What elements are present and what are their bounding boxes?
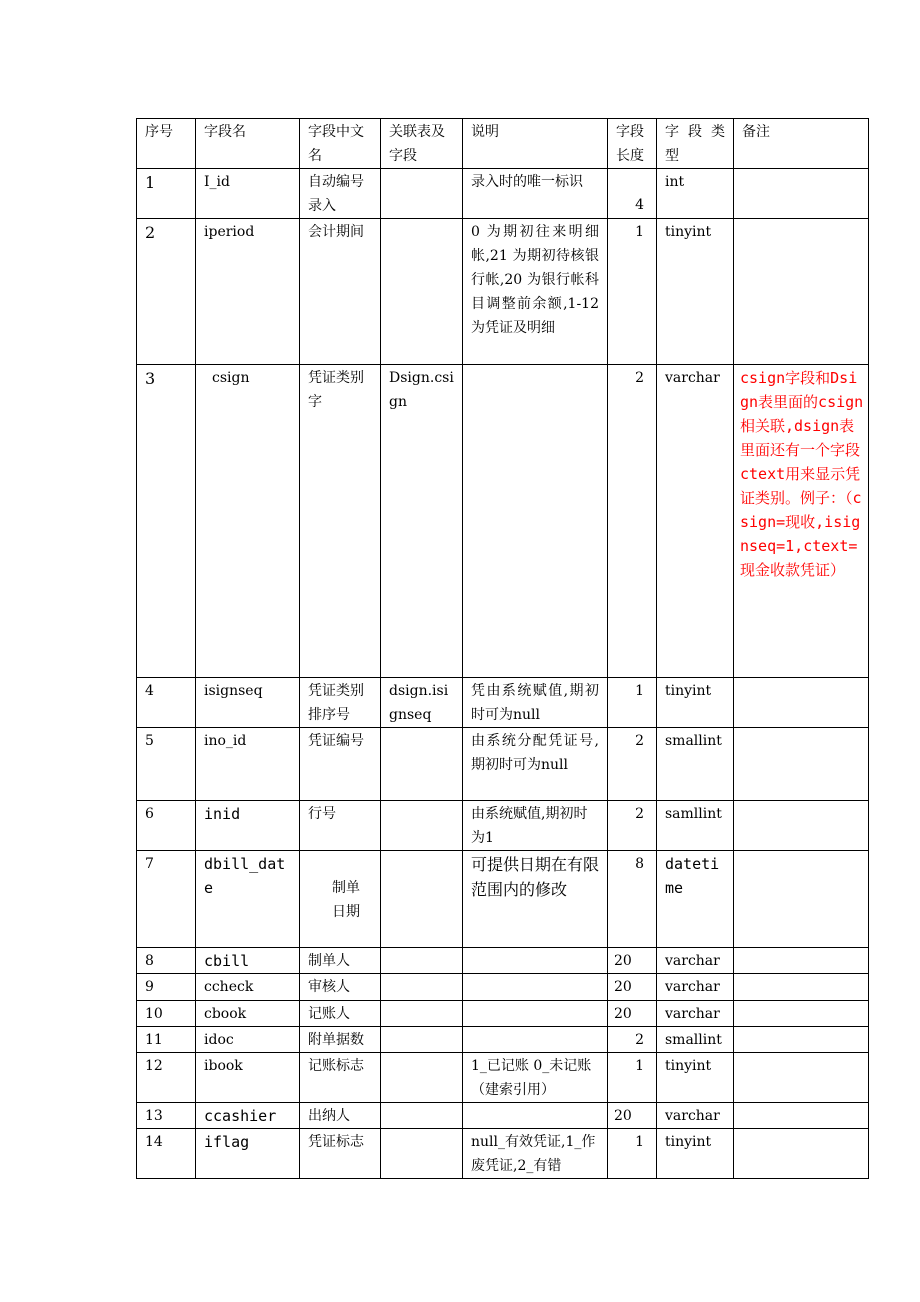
row-relation: Dsign.csign [381, 365, 463, 678]
row-cn [300, 851, 381, 948]
row-length: 4 [608, 169, 657, 219]
row-remark [734, 678, 869, 728]
row-desc: 由系统分配凭证号,期初时可为null [463, 728, 608, 801]
row-desc [463, 365, 608, 678]
header-field-name: 字段名 [196, 119, 300, 169]
row-remark [734, 1001, 869, 1027]
header-desc: 说明 [463, 119, 608, 169]
row-type: samllint [657, 801, 734, 851]
header-no: 序号 [137, 119, 196, 169]
row-relation [381, 728, 463, 801]
row-desc: 凭由系统赋值,期初时可为null [463, 678, 608, 728]
row-relation [381, 851, 463, 948]
row-type: varchar [657, 1103, 734, 1129]
row-name: cbill [196, 948, 300, 974]
row-desc [463, 948, 608, 974]
table-row [137, 974, 869, 1001]
row-cn: 会计期间 [300, 219, 381, 365]
row-type: int [657, 169, 734, 219]
row-length: 2 [608, 801, 657, 851]
row-type: varchar [657, 974, 734, 1001]
row-type: varchar [657, 1001, 734, 1027]
table-row [137, 851, 869, 948]
row-name: iperiod [196, 219, 300, 365]
row-desc: 录入时的唯一标识 [463, 169, 608, 219]
row-length: 20 [608, 1001, 657, 1027]
table-row [137, 728, 869, 801]
row-remark [734, 1053, 869, 1103]
row-type: smallint [657, 1027, 734, 1053]
row-type: varchar [657, 948, 734, 974]
row-desc: 1_已记账 0_未记账（建索引用） [463, 1053, 608, 1103]
row-remark [734, 948, 869, 974]
row-length: 2 [608, 1027, 657, 1053]
row-length: 2 [608, 365, 657, 678]
row-cn: 审核人 [300, 974, 381, 1001]
row-name: isignseq [196, 678, 300, 728]
row-name: ibook [196, 1053, 300, 1103]
row-length: 1 [608, 1129, 657, 1179]
table-row [137, 1053, 869, 1103]
row-remark [734, 1103, 869, 1129]
row-no: 11 [137, 1027, 196, 1053]
row-desc [463, 974, 608, 1001]
row-no: 1 [137, 169, 196, 219]
row-remark [734, 851, 869, 948]
row-desc [463, 1103, 608, 1129]
table-row [137, 219, 869, 365]
row-relation [381, 1001, 463, 1027]
row-no: 13 [137, 1103, 196, 1129]
row-no: 9 [137, 974, 196, 1001]
table-row [137, 1027, 869, 1053]
row-relation [381, 169, 463, 219]
row-no: 6 [137, 801, 196, 851]
row-length: 20 [608, 948, 657, 974]
row-no: 8 [137, 948, 196, 974]
table-row [137, 365, 869, 678]
row-no: 3 [137, 365, 196, 678]
row-name: inid [196, 801, 300, 851]
table-row [137, 678, 869, 728]
row-name: iflag [196, 1129, 300, 1179]
row-remark [734, 219, 869, 365]
row-desc: 0 为期初往来明细帐,21 为期初待核银行帐,20 为银行帐科目调整前余额,1-12 为凭证及明细 [463, 219, 608, 365]
row-type: tinyint [657, 1053, 734, 1103]
row-length: 1 [608, 219, 657, 365]
row-relation [381, 1027, 463, 1053]
row-relation: dsign.isignseq [381, 678, 463, 728]
row-relation [381, 1103, 463, 1129]
row-desc: 可提供日期在有限范围内的修改 [463, 851, 608, 948]
row-no: 10 [137, 1001, 196, 1027]
row-relation [381, 1129, 463, 1179]
row-relation [381, 219, 463, 365]
row-type: tinyint [657, 678, 734, 728]
row-relation [381, 948, 463, 974]
header-field-cn: 字段中文名 [300, 119, 381, 169]
row-length: 20 [608, 974, 657, 1001]
header-remark: 备注 [734, 119, 869, 169]
row-no: 4 [137, 678, 196, 728]
row-desc [463, 1001, 608, 1027]
table-row [137, 169, 869, 219]
row-type: tinyint [657, 1129, 734, 1179]
row-no: 14 [137, 1129, 196, 1179]
row-type: datetime [657, 851, 734, 948]
row-remark [734, 974, 869, 1001]
row-cn-text: 制单日期 [332, 880, 360, 920]
row-relation [381, 974, 463, 1001]
row-remark [734, 801, 869, 851]
row-remark [734, 728, 869, 801]
row-type: tinyint [657, 219, 734, 365]
row-name: ccashier [196, 1103, 300, 1129]
row-desc: 由系统赋值,期初时为1 [463, 801, 608, 851]
row-cn: 凭证标志 [300, 1129, 381, 1179]
row-cn: 自动编号录入 [300, 169, 381, 219]
row-cn: 记账人 [300, 1001, 381, 1027]
row-name: cbook [196, 1001, 300, 1027]
header-relation: 关联表及字段 [381, 119, 463, 169]
row-length: 20 [608, 1103, 657, 1129]
row-no: 5 [137, 728, 196, 801]
row-relation [381, 1053, 463, 1103]
row-cn: 附单据数 [300, 1027, 381, 1053]
row-no: 2 [137, 219, 196, 365]
row-length: 1 [608, 678, 657, 728]
row-cn: 制单人 [300, 948, 381, 974]
row-cn: 凭证类别字 [300, 365, 381, 678]
row-remark [734, 1129, 869, 1179]
row-cn: 凭证类别排序号 [300, 678, 381, 728]
row-cn: 出纳人 [300, 1103, 381, 1129]
table-row [137, 1103, 869, 1129]
table-row [137, 801, 869, 851]
table-row [137, 1129, 869, 1179]
row-no: 7 [137, 851, 196, 948]
row-no: 12 [137, 1053, 196, 1103]
table-row [137, 948, 869, 974]
row-name: I_id [196, 169, 300, 219]
row-length: 2 [608, 728, 657, 801]
row-remark-note: csign字段和Dsign表里面的csign相关联,dsign表里面还有一个字段ctext用来显示凭证类别。例子：（csign=现收,isignseq=1,ctext=现金收款凭证） [734, 365, 869, 678]
row-cn: 凭证编号 [300, 728, 381, 801]
header-length: 字段长度 [608, 119, 657, 169]
row-desc [463, 1027, 608, 1053]
row-type: varchar [657, 365, 734, 678]
row-cn: 记账标志 [300, 1053, 381, 1103]
row-length: 8 [608, 851, 657, 948]
row-desc: null_有效凭证,1_作废凭证,2_有错 [463, 1129, 608, 1179]
header-row [137, 119, 869, 169]
row-name: idoc [196, 1027, 300, 1053]
header-type: 字 段 类 型 [657, 119, 734, 169]
field-definition-table [136, 118, 869, 1179]
row-name: csign [196, 365, 300, 678]
row-type: smallint [657, 728, 734, 801]
row-name: dbill_date [196, 851, 300, 948]
row-remark [734, 169, 869, 219]
row-cn: 行号 [300, 801, 381, 851]
table-row [137, 1001, 869, 1027]
row-remark [734, 1027, 869, 1053]
row-length: 1 [608, 1053, 657, 1103]
row-relation [381, 801, 463, 851]
row-name: ino_id [196, 728, 300, 801]
row-name: ccheck [196, 974, 300, 1001]
